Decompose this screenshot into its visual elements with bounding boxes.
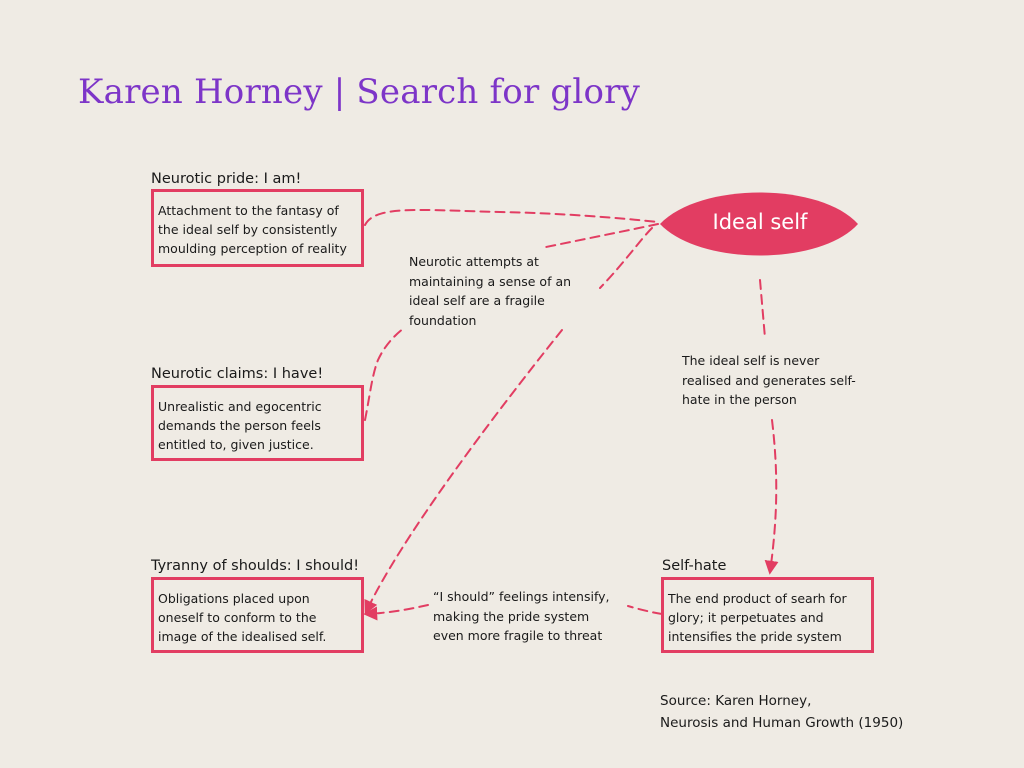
tyranny-of-shoulds-box (151, 577, 364, 653)
neurotic-pride-line: moulding perception of reality (158, 241, 347, 256)
self-hate-line: glory; it perpetuates and (668, 610, 824, 625)
tyranny-of-shoulds-line: oneself to conform to the (158, 610, 317, 625)
tyranny-of-shoulds-heading: Tyranny of shoulds: I should! (151, 558, 360, 574)
note-line: making the pride system (433, 608, 590, 624)
connector-should-note-to-shoulds (366, 605, 428, 614)
neurotic-claims-line: demands the person feels (158, 418, 321, 433)
should-feelings-note (433, 587, 610, 646)
ideal-self-label: Ideal self (712, 210, 808, 234)
neurotic-claims-heading: Neurotic claims: I have! (151, 366, 324, 382)
note-line: realised and generates self- (682, 372, 856, 388)
neurotic-pride-box (151, 189, 364, 267)
connector-ideal-to-note-lower (600, 228, 652, 288)
source-citation (660, 690, 903, 734)
self-hate-box (661, 577, 874, 653)
note-line: The ideal self is never (682, 353, 820, 368)
note-line: ideal self are a fragile (409, 293, 545, 308)
connector-self-hate-to-should-note (628, 606, 662, 614)
neurotic-claims-line: Unrealistic and egocentric (158, 399, 322, 414)
neurotic-pride-line: the ideal self by consistently (158, 222, 338, 237)
neurotic-claims-line: entitled to, given justice. (158, 437, 314, 452)
neurotic-pride-line: Attachment to the fantasy of (158, 203, 339, 218)
source-line: Neurosis and Human Growth (1950) (660, 715, 904, 731)
fragile-foundation-note (409, 252, 571, 330)
tyranny-of-shoulds-line: Obligations placed upon (158, 591, 310, 606)
note-line: “I should” feelings intensify, (433, 589, 610, 604)
connector-claims-to-note (365, 328, 404, 420)
connector-ideal-to-pride (365, 210, 658, 225)
note-line: maintaining a sense of an (409, 273, 572, 289)
note-line: even more fragile to threat (433, 628, 603, 643)
self-hate-heading: Self-hate (662, 558, 727, 574)
self-hate-line: intensifies the pride system (668, 629, 842, 644)
tyranny-of-shoulds-line: image of the idealised self. (158, 629, 327, 644)
note-line: foundation (409, 312, 477, 328)
neurotic-pride-heading: Neurotic pride: I am! (151, 171, 302, 187)
connector-fragile-to-shoulds (366, 330, 562, 612)
connector-ideal-to-fragile-note (546, 224, 658, 247)
note-line: hate in the person (682, 392, 797, 407)
connector-ideal-to-never-note (760, 280, 765, 338)
note-line: Neurotic attempts at (409, 254, 539, 269)
source-line: Source: Karen Horney, (660, 693, 812, 709)
connector-never-note-to-self-hate (770, 420, 776, 572)
self-hate-line: The end product of searh for (668, 591, 847, 606)
neurotic-claims-box (151, 385, 364, 461)
page-title: Karen Horney | Search for glory (78, 72, 640, 112)
never-realised-note (682, 351, 856, 410)
